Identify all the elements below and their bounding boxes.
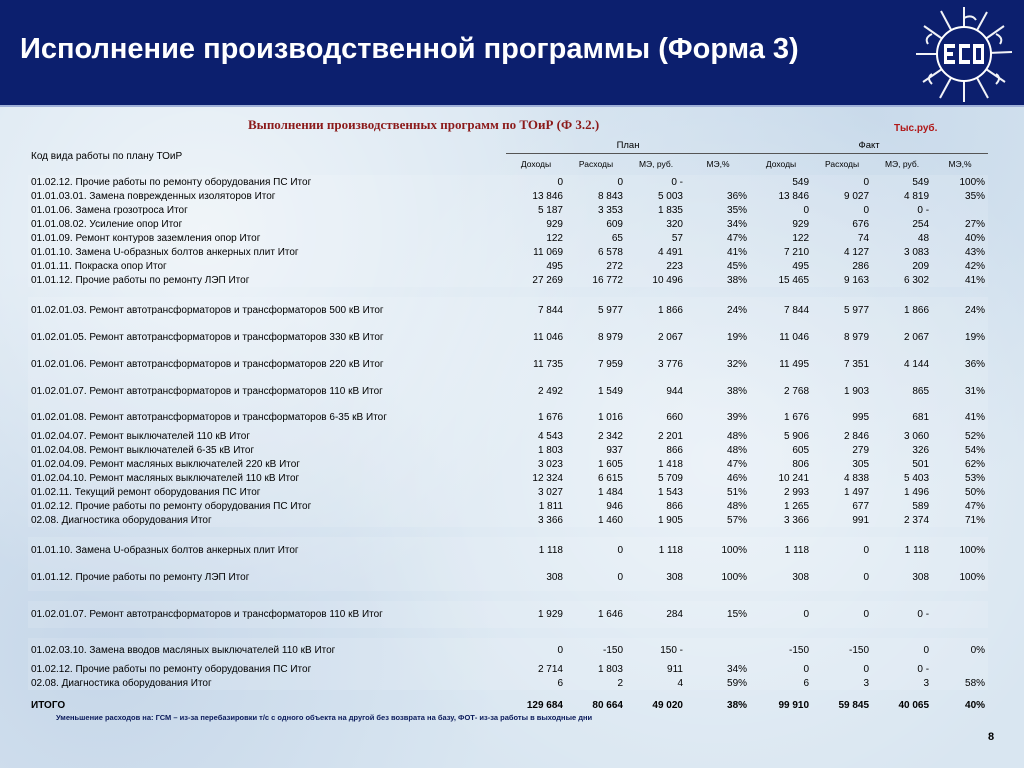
- page-title: Исполнение производственной программы (Форма 3): [20, 33, 799, 65]
- row-value-cell: 286: [812, 259, 872, 273]
- row-value-cell: 3: [812, 676, 872, 690]
- row-value-cell: 11 495: [750, 351, 812, 378]
- row-value-cell: 2 993: [750, 485, 812, 499]
- column-header-fact-income: Доходы: [765, 158, 797, 169]
- column-group-plan: План: [506, 138, 750, 153]
- row-value-cell: 284: [626, 601, 686, 628]
- row-work-code: 01.01.11. Покраска опор Итог: [28, 259, 506, 273]
- table-row: [28, 601, 988, 628]
- row-value-cell: 254: [872, 217, 932, 231]
- row-work-code: 01.02.04.10. Ремонт масляных выключателей 110 кВ Итог: [28, 471, 506, 485]
- row-value-cell: 1 496: [872, 485, 932, 499]
- row-value-cell: 100%: [932, 564, 988, 591]
- row-value-cell: 3 353: [566, 203, 626, 217]
- row-value-cell: 0: [812, 601, 872, 628]
- row-value-cell: 0: [812, 662, 872, 676]
- row-value-cell: 3 083: [872, 245, 932, 259]
- table-row: [28, 443, 988, 457]
- row-value-cell: 279: [812, 443, 872, 457]
- row-value-cell: 11 046: [506, 324, 566, 351]
- row-value-cell: 272: [566, 259, 626, 273]
- row-value-cell: 65: [566, 231, 626, 245]
- row-value-cell: 2 067: [872, 324, 932, 351]
- row-work-code: 01.02.11. Текущий ремонт оборудования ПС Итог: [28, 485, 506, 499]
- column-header-code: Код вида работы по плану ТОиР: [31, 151, 183, 162]
- row-value-cell: 589: [872, 499, 932, 513]
- row-value-cell: 9 027: [812, 189, 872, 203]
- row-value-cell: 42%: [932, 259, 988, 273]
- column-header-fact-margin-pct: МЭ,%: [948, 158, 972, 169]
- table-row: [28, 638, 988, 662]
- row-work-code: 01.01.08.02. Усиление опор Итог: [28, 217, 506, 231]
- row-value-cell: 2 374: [872, 513, 932, 527]
- row-value-cell: 326: [872, 443, 932, 457]
- row-value-cell: 6: [750, 676, 812, 690]
- row-value-cell: 71%: [932, 513, 988, 527]
- row-value-cell: 1 605: [566, 457, 626, 471]
- row-value-cell: 15%: [686, 601, 750, 628]
- row-value-cell: 48%: [686, 443, 750, 457]
- table-row: [28, 297, 988, 324]
- row-value-cell: 677: [812, 499, 872, 513]
- row-work-code: 01.01.10. Замена U-образных болтов анкерных плит Итог: [28, 537, 506, 564]
- row-value-cell: 11 046: [750, 324, 812, 351]
- row-work-code: 01.01.12. Прочие работы по ремонту ЛЭП Итог: [28, 273, 506, 287]
- row-value-cell: 5 403: [872, 471, 932, 485]
- row-value-cell: 1 646: [566, 601, 626, 628]
- row-value-cell: 100%: [932, 537, 988, 564]
- row-value-cell: 911: [626, 662, 686, 676]
- row-value-cell: 100%: [686, 564, 750, 591]
- row-value-cell: -150: [812, 638, 872, 662]
- row-value-cell: 1 676: [750, 405, 812, 429]
- row-value-cell: 4 144: [872, 351, 932, 378]
- row-work-code: 01.02.03.10. Замена вводов масляных выключателей 110 кВ Итог: [28, 638, 506, 662]
- row-work-code: 01.02.04.07. Ремонт выключателей 110 кВ Итог: [28, 429, 506, 443]
- total-value-cell: 129 684: [526, 699, 563, 711]
- row-value-cell: 4 543: [506, 429, 566, 443]
- row-value-cell: 58%: [932, 676, 988, 690]
- row-value-cell: 1 811: [506, 499, 566, 513]
- row-value-cell: 48%: [686, 429, 750, 443]
- row-value-cell: 3 027: [506, 485, 566, 499]
- row-value-cell: 549: [750, 175, 812, 189]
- row-value-cell: [932, 203, 988, 217]
- row-value-cell: 320: [626, 217, 686, 231]
- row-value-cell: 43%: [932, 245, 988, 259]
- row-work-code: 01.01.12. Прочие работы по ремонту ЛЭП Итог: [28, 564, 506, 591]
- table-row: [28, 203, 988, 217]
- table-row: [28, 231, 988, 245]
- row-value-cell: 122: [750, 231, 812, 245]
- spacer-row: [28, 287, 988, 297]
- row-value-cell: 53%: [932, 471, 988, 485]
- row-value-cell: 0%: [932, 638, 988, 662]
- column-header-fact-margin-rub: МЭ, руб.: [884, 158, 920, 169]
- table-row: [28, 499, 988, 513]
- row-value-cell: 0: [812, 175, 872, 189]
- row-value-cell: 10 496: [626, 273, 686, 287]
- row-value-cell: 4 819: [872, 189, 932, 203]
- table-row: [28, 259, 988, 273]
- row-value-cell: 35%: [686, 203, 750, 217]
- row-value-cell: 0: [506, 638, 566, 662]
- row-value-cell: 1 016: [566, 405, 626, 429]
- row-value-cell: 0 -: [872, 662, 932, 676]
- row-value-cell: 2 342: [566, 429, 626, 443]
- spacer-row: [28, 628, 988, 638]
- row-value-cell: 2 492: [506, 378, 566, 405]
- row-value-cell: 27 269: [506, 273, 566, 287]
- column-group-fact: Факт: [750, 138, 988, 153]
- row-value-cell: 495: [750, 259, 812, 273]
- row-value-cell: 50%: [932, 485, 988, 499]
- column-header-fact-expense: Расходы: [824, 158, 860, 169]
- table-row: [28, 217, 988, 231]
- row-value-cell: 57: [626, 231, 686, 245]
- row-value-cell: 3 023: [506, 457, 566, 471]
- table-row: [28, 564, 988, 591]
- row-value-cell: 100%: [686, 537, 750, 564]
- row-value-cell: 0: [750, 203, 812, 217]
- row-value-cell: -150: [566, 638, 626, 662]
- row-value-cell: 308: [506, 564, 566, 591]
- row-value-cell: 6: [506, 676, 566, 690]
- row-value-cell: 0 -: [872, 203, 932, 217]
- total-label: ИТОГО: [31, 699, 66, 711]
- row-value-cell: 2 768: [750, 378, 812, 405]
- row-value-cell: 0: [750, 662, 812, 676]
- row-value-cell: 1 118: [750, 537, 812, 564]
- row-value-cell: 35%: [932, 189, 988, 203]
- row-value-cell: 8 979: [566, 324, 626, 351]
- row-value-cell: 1 676: [506, 405, 566, 429]
- row-value-cell: -150: [750, 638, 812, 662]
- row-value-cell: 944: [626, 378, 686, 405]
- row-value-cell: 41%: [932, 273, 988, 287]
- row-value-cell: 3 060: [872, 429, 932, 443]
- header-row-groups: [28, 138, 988, 153]
- row-value-cell: 54%: [932, 443, 988, 457]
- row-value-cell: 1 118: [872, 537, 932, 564]
- total-value-cell: 49 020: [652, 699, 683, 711]
- column-header-plan-margin-pct: МЭ,%: [706, 158, 730, 169]
- row-value-cell: 929: [750, 217, 812, 231]
- row-value-cell: 1 929: [506, 601, 566, 628]
- row-value-cell: 16 772: [566, 273, 626, 287]
- row-value-cell: 995: [812, 405, 872, 429]
- row-value-cell: 6 302: [872, 273, 932, 287]
- row-value-cell: 1 866: [626, 297, 686, 324]
- row-value-cell: 48: [872, 231, 932, 245]
- table-row: [28, 513, 988, 527]
- row-work-code: 01.02.12. Прочие работы по ремонту оборудования ПС Итог: [28, 662, 506, 676]
- row-value-cell: 57%: [686, 513, 750, 527]
- table-row: [28, 429, 988, 443]
- row-value-cell: 1 265: [750, 499, 812, 513]
- row-value-cell: 24%: [932, 297, 988, 324]
- row-work-code: 01.01.09. Ремонт контуров заземления опор Итог: [28, 231, 506, 245]
- row-value-cell: 866: [626, 499, 686, 513]
- row-value-cell: 3 776: [626, 351, 686, 378]
- row-value-cell: 100%: [932, 175, 988, 189]
- row-value-cell: 74: [812, 231, 872, 245]
- row-work-code: 01.02.01.07. Ремонт автотрансформаторов и трансформаторов 110 кВ Итог: [28, 378, 506, 405]
- row-value-cell: 660: [626, 405, 686, 429]
- row-value-cell: 13 846: [506, 189, 566, 203]
- row-value-cell: 223: [626, 259, 686, 273]
- row-value-cell: 495: [506, 259, 566, 273]
- row-value-cell: 305: [812, 457, 872, 471]
- row-value-cell: 991: [812, 513, 872, 527]
- row-value-cell: 0: [812, 564, 872, 591]
- row-value-cell: 34%: [686, 662, 750, 676]
- row-value-cell: [932, 601, 988, 628]
- row-value-cell: 1 549: [566, 378, 626, 405]
- row-value-cell: 5 906: [750, 429, 812, 443]
- row-value-cell: 3: [872, 676, 932, 690]
- row-value-cell: 38%: [686, 273, 750, 287]
- row-value-cell: 15 465: [750, 273, 812, 287]
- table-row: [28, 405, 988, 429]
- row-value-cell: [686, 175, 750, 189]
- row-work-code: 01.02.12. Прочие работы по ремонту оборудования ПС Итог: [28, 175, 506, 189]
- row-value-cell: 4 127: [812, 245, 872, 259]
- row-value-cell: 4 838: [812, 471, 872, 485]
- row-value-cell: 47%: [686, 231, 750, 245]
- row-value-cell: 0: [566, 564, 626, 591]
- row-value-cell: 806: [750, 457, 812, 471]
- row-value-cell: 27%: [932, 217, 988, 231]
- page-number: 8: [988, 731, 995, 743]
- row-value-cell: [932, 662, 988, 676]
- row-value-cell: 605: [750, 443, 812, 457]
- row-value-cell: 5 977: [566, 297, 626, 324]
- row-value-cell: 0: [566, 537, 626, 564]
- row-value-cell: 32%: [686, 351, 750, 378]
- row-value-cell: 308: [872, 564, 932, 591]
- row-value-cell: 4: [626, 676, 686, 690]
- row-value-cell: 59%: [686, 676, 750, 690]
- row-value-cell: 11 069: [506, 245, 566, 259]
- row-value-cell: 866: [626, 443, 686, 457]
- row-work-code: 01.02.12. Прочие работы по ремонту оборудования ПС Итог: [28, 499, 506, 513]
- row-value-cell: 549: [872, 175, 932, 189]
- row-value-cell: 865: [872, 378, 932, 405]
- row-value-cell: 51%: [686, 485, 750, 499]
- row-value-cell: 62%: [932, 457, 988, 471]
- row-value-cell: 47%: [686, 457, 750, 471]
- row-value-cell: 308: [626, 564, 686, 591]
- row-value-cell: 48%: [686, 499, 750, 513]
- row-value-cell: 6 578: [566, 245, 626, 259]
- table-row: [28, 351, 988, 378]
- table-row: [28, 378, 988, 405]
- row-value-cell: 1 460: [566, 513, 626, 527]
- row-value-cell: 3 366: [750, 513, 812, 527]
- table-row: [28, 457, 988, 471]
- row-value-cell: 2 714: [506, 662, 566, 676]
- row-value-cell: 1 543: [626, 485, 686, 499]
- column-header-plan-expense: Расходы: [578, 158, 614, 169]
- row-work-code: 01.02.01.06. Ремонт автотрансформаторов и трансформаторов 220 кВ Итог: [28, 351, 506, 378]
- total-value-cell: 59 845: [838, 699, 870, 711]
- table-row: [28, 485, 988, 499]
- row-value-cell: 0 -: [626, 175, 686, 189]
- row-value-cell: 19%: [932, 324, 988, 351]
- table-row: [28, 324, 988, 351]
- row-value-cell: 929: [506, 217, 566, 231]
- row-value-cell: 946: [566, 499, 626, 513]
- row-work-code: 01.02.01.03. Ремонт автотрансформаторов и трансформаторов 500 кВ Итог: [28, 297, 506, 324]
- row-value-cell: 8 843: [566, 189, 626, 203]
- row-value-cell: 1 835: [626, 203, 686, 217]
- row-value-cell: 46%: [686, 471, 750, 485]
- row-value-cell: 1 118: [506, 537, 566, 564]
- row-value-cell: 209: [872, 259, 932, 273]
- row-value-cell: 122: [506, 231, 566, 245]
- total-value-cell: 99 910: [778, 699, 810, 711]
- row-value-cell: 2 846: [812, 429, 872, 443]
- row-value-cell: 31%: [932, 378, 988, 405]
- row-value-cell: 7 351: [812, 351, 872, 378]
- row-work-code: 01.02.01.08. Ремонт автотрансформаторов и трансформаторов 6-35 кВ Итог: [28, 405, 506, 429]
- row-work-code: 01.02.01.05. Ремонт автотрансформаторов и трансформаторов 330 кВ Итог: [28, 324, 506, 351]
- row-value-cell: 7 959: [566, 351, 626, 378]
- row-value-cell: 1 484: [566, 485, 626, 499]
- row-value-cell: 1 418: [626, 457, 686, 471]
- row-work-code: 01.02.04.08. Ремонт выключателей 6-35 кВ Итог: [28, 443, 506, 457]
- row-value-cell: 2 067: [626, 324, 686, 351]
- row-value-cell: 2 201: [626, 429, 686, 443]
- row-value-cell: 5 003: [626, 189, 686, 203]
- row-value-cell: 45%: [686, 259, 750, 273]
- units-label: Тыс.руб.: [894, 123, 938, 134]
- production-program-table: [28, 138, 988, 720]
- row-value-cell: 1 803: [506, 443, 566, 457]
- row-value-cell: 1 118: [626, 537, 686, 564]
- row-value-cell: 1 905: [626, 513, 686, 527]
- row-value-cell: 0: [506, 175, 566, 189]
- table-row: [28, 189, 988, 203]
- footnote: Уменьшение расходов на: ГСМ – из-за перебазировки т/с с одного объекта на другой без возврата на базу, ФОТ- из-за работы в выходные дни: [56, 713, 593, 722]
- row-value-cell: 7 844: [506, 297, 566, 324]
- total-value-cell: 40%: [965, 699, 986, 711]
- table-row: [28, 273, 988, 287]
- row-work-code: 01.01.03.01. Замена поврежденных изоляторов Итог: [28, 189, 506, 203]
- row-value-cell: 13 846: [750, 189, 812, 203]
- table-row: [28, 662, 988, 676]
- row-value-cell: 681: [872, 405, 932, 429]
- row-value-cell: 7 844: [750, 297, 812, 324]
- table-row: [28, 175, 988, 189]
- row-value-cell: 41%: [686, 245, 750, 259]
- row-value-cell: 6 615: [566, 471, 626, 485]
- row-value-cell: 4 491: [626, 245, 686, 259]
- column-header-plan-income: Доходы: [520, 158, 552, 169]
- row-value-cell: 1 803: [566, 662, 626, 676]
- row-value-cell: 0: [872, 638, 932, 662]
- row-value-cell: 501: [872, 457, 932, 471]
- row-value-cell: 150 -: [626, 638, 686, 662]
- table-row: [28, 245, 988, 259]
- row-value-cell: 676: [812, 217, 872, 231]
- row-value-cell: 19%: [686, 324, 750, 351]
- row-value-cell: 8 979: [812, 324, 872, 351]
- row-value-cell: 11 735: [506, 351, 566, 378]
- row-value-cell: 52%: [932, 429, 988, 443]
- table-subtitle: Выполнении производственных программ по ТОиР (Ф 3.2.): [248, 117, 600, 132]
- row-value-cell: 47%: [932, 499, 988, 513]
- row-value-cell: 34%: [686, 217, 750, 231]
- total-value-cell: 38%: [727, 699, 748, 711]
- row-value-cell: 36%: [932, 351, 988, 378]
- table-row: [28, 471, 988, 485]
- row-value-cell: 7 210: [750, 245, 812, 259]
- row-work-code: 01.02.04.09. Ремонт масляных выключателей 220 кВ Итог: [28, 457, 506, 471]
- row-value-cell: 937: [566, 443, 626, 457]
- column-header-plan-margin-rub: МЭ, руб.: [638, 158, 674, 169]
- row-value-cell: 0 -: [872, 601, 932, 628]
- row-value-cell: [686, 638, 750, 662]
- row-value-cell: 9 163: [812, 273, 872, 287]
- spacer-row: [28, 527, 988, 537]
- total-value-cell: 40 065: [898, 699, 930, 711]
- row-work-code: 01.01.06. Замена грозотроса Итог: [28, 203, 506, 217]
- row-value-cell: 1 866: [872, 297, 932, 324]
- row-value-cell: 41%: [932, 405, 988, 429]
- spacer-row: [28, 591, 988, 601]
- row-value-cell: 5 977: [812, 297, 872, 324]
- row-value-cell: 36%: [686, 189, 750, 203]
- row-value-cell: 10 241: [750, 471, 812, 485]
- row-value-cell: 3 366: [506, 513, 566, 527]
- row-value-cell: 24%: [686, 297, 750, 324]
- row-work-code: 01.01.10. Замена U-образных болтов анкерных плит Итог: [28, 245, 506, 259]
- row-value-cell: 0: [750, 601, 812, 628]
- row-value-cell: 12 324: [506, 471, 566, 485]
- row-value-cell: 0: [566, 175, 626, 189]
- row-value-cell: 1 497: [812, 485, 872, 499]
- row-value-cell: 2: [566, 676, 626, 690]
- row-value-cell: 39%: [686, 405, 750, 429]
- total-value-cell: 80 664: [592, 699, 623, 711]
- row-work-code: 02.08. Диагностика оборудования Итог: [28, 676, 506, 690]
- row-work-code: 01.02.01.07. Ремонт автотрансформаторов и трансформаторов 110 кВ Итог: [28, 601, 506, 628]
- row-value-cell: 0: [812, 537, 872, 564]
- table-row: [28, 537, 988, 564]
- table-row: [28, 676, 988, 690]
- row-value-cell: 609: [566, 217, 626, 231]
- row-value-cell: 308: [750, 564, 812, 591]
- row-value-cell: 0: [812, 203, 872, 217]
- row-work-code: 02.08. Диагностика оборудования Итог: [28, 513, 506, 527]
- row-value-cell: 5 187: [506, 203, 566, 217]
- row-value-cell: 1 903: [812, 378, 872, 405]
- row-value-cell: 5 709: [626, 471, 686, 485]
- title-banner: [0, 0, 1024, 107]
- company-logo-icon: [912, 4, 1016, 104]
- row-value-cell: 40%: [932, 231, 988, 245]
- row-value-cell: 38%: [686, 378, 750, 405]
